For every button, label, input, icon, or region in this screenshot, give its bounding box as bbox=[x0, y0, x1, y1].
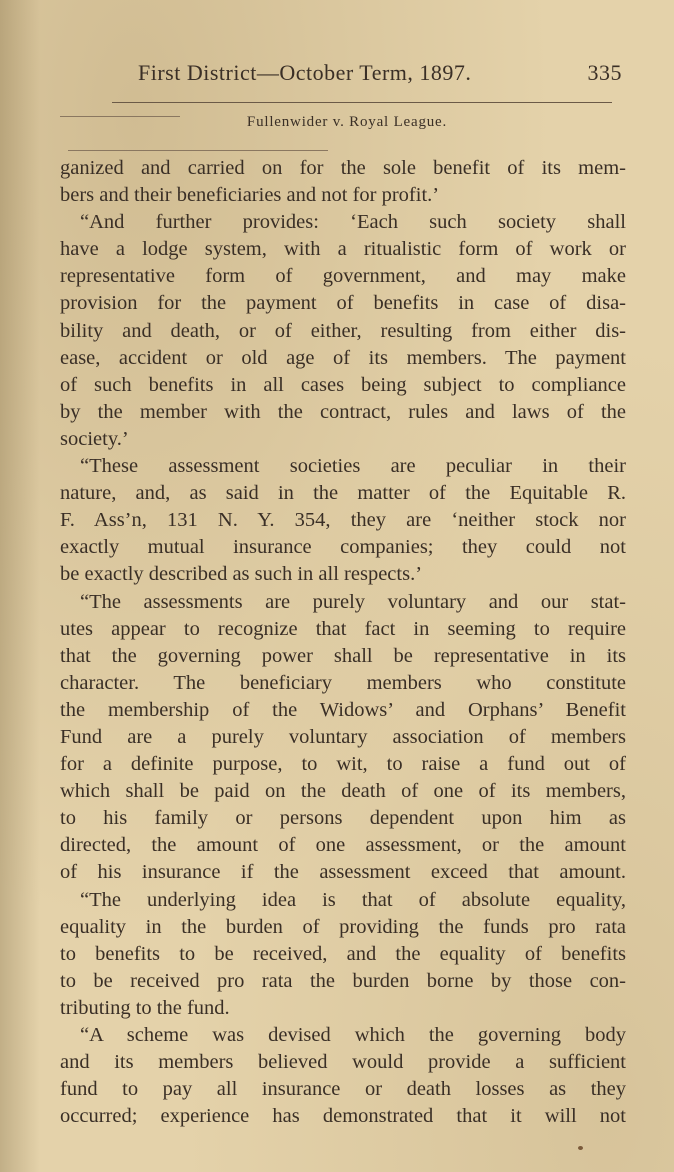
case-caption: Fullenwider v. Royal League. bbox=[246, 114, 448, 130]
text-line: exactly mutual insurance companies; they could not bbox=[60, 536, 626, 559]
text-line: representative form of government, and may make bbox=[60, 265, 626, 288]
text-line: the membership of the Widows’ and Orphans’ Benefit bbox=[60, 698, 626, 721]
text-line: bility and death, or of either, resulting from either dis- bbox=[60, 319, 626, 342]
text-line: Fund are a purely voluntary association of members bbox=[60, 725, 626, 748]
paragraph bbox=[60, 1022, 626, 1130]
text-line: “The assessments are purely voluntary and our stat- bbox=[80, 590, 626, 613]
text-line: ganized and carried on for the sole benefit of its mem- bbox=[60, 157, 626, 179]
page-header bbox=[138, 60, 628, 90]
text-line: to benefits to be received, and the equality of benefits bbox=[60, 942, 626, 965]
text-line: nature, and, as said in the matter of the Equitable R. bbox=[60, 482, 626, 505]
text-line: fund to pay all insurance or death losses as they bbox=[60, 1078, 626, 1101]
body-text bbox=[60, 155, 626, 1130]
text-line: bers and their beneficiaries and not for profit.’ bbox=[60, 184, 440, 207]
paragraph bbox=[60, 887, 626, 1022]
text-line: to be received pro rata the burden borne by those con- bbox=[60, 969, 626, 992]
text-line: of his insurance if the assessment exceed that amount. bbox=[60, 861, 626, 884]
text-line: by the member with the contract, rules and laws of the bbox=[60, 400, 626, 423]
caption-rule bbox=[68, 150, 328, 151]
text-line: ease, accident or old age of its members. The payment bbox=[60, 346, 626, 369]
text-line: “And further provides: ‘Each such society shall bbox=[80, 211, 626, 234]
text-line: “The underlying idea is that of absolute equality, bbox=[80, 888, 626, 911]
text-line: F. Ass’n, 131 N. Y. 354, they are ‘neither stock nor bbox=[60, 509, 626, 532]
text-line: tributing to the fund. bbox=[60, 996, 230, 1019]
running-title: First District—October Term, 1897. bbox=[138, 60, 472, 85]
text-line: “These assessment societies are peculiar in their bbox=[80, 455, 626, 478]
text-line: character. The beneficiary members who constitute bbox=[60, 671, 626, 694]
text-line: utes appear to recognize that fact in seeming to require bbox=[60, 617, 626, 640]
text-line: have a lodge system, with a ritualistic form of work or bbox=[60, 238, 626, 261]
page-number: 335 bbox=[587, 60, 622, 85]
text-line: directed, the amount of one assessment, or the amount bbox=[60, 834, 626, 857]
paragraph bbox=[60, 209, 626, 453]
text-line: for a definite purpose, to wit, to raise a fund out of bbox=[60, 753, 626, 776]
text-line: society.’ bbox=[60, 427, 129, 450]
text-line: provision for the payment of benefits in case of disa- bbox=[60, 292, 626, 315]
text-line: occurred; experience has demonstrated that it will not bbox=[60, 1105, 626, 1128]
paragraph bbox=[60, 453, 626, 588]
text-line: and its members believed would provide a sufficient bbox=[60, 1051, 626, 1074]
text-line: to his family or persons dependent upon him as bbox=[60, 807, 626, 830]
text-line: which shall be paid on the death of one of its members, bbox=[60, 780, 626, 803]
text-line: equality in the burden of providing the funds pro rata bbox=[60, 915, 626, 938]
header-rule bbox=[112, 102, 612, 103]
paragraph bbox=[60, 589, 626, 887]
text-line: of such benefits in all cases being subject to compliance bbox=[60, 373, 626, 396]
paragraph bbox=[60, 155, 626, 209]
text-line: that the governing power shall be representative in its bbox=[60, 644, 626, 667]
ink-speck bbox=[578, 1146, 583, 1150]
text-line: “A scheme was devised which the governing body bbox=[80, 1024, 626, 1046]
text-line: be exactly described as such in all respects.’ bbox=[60, 563, 423, 586]
